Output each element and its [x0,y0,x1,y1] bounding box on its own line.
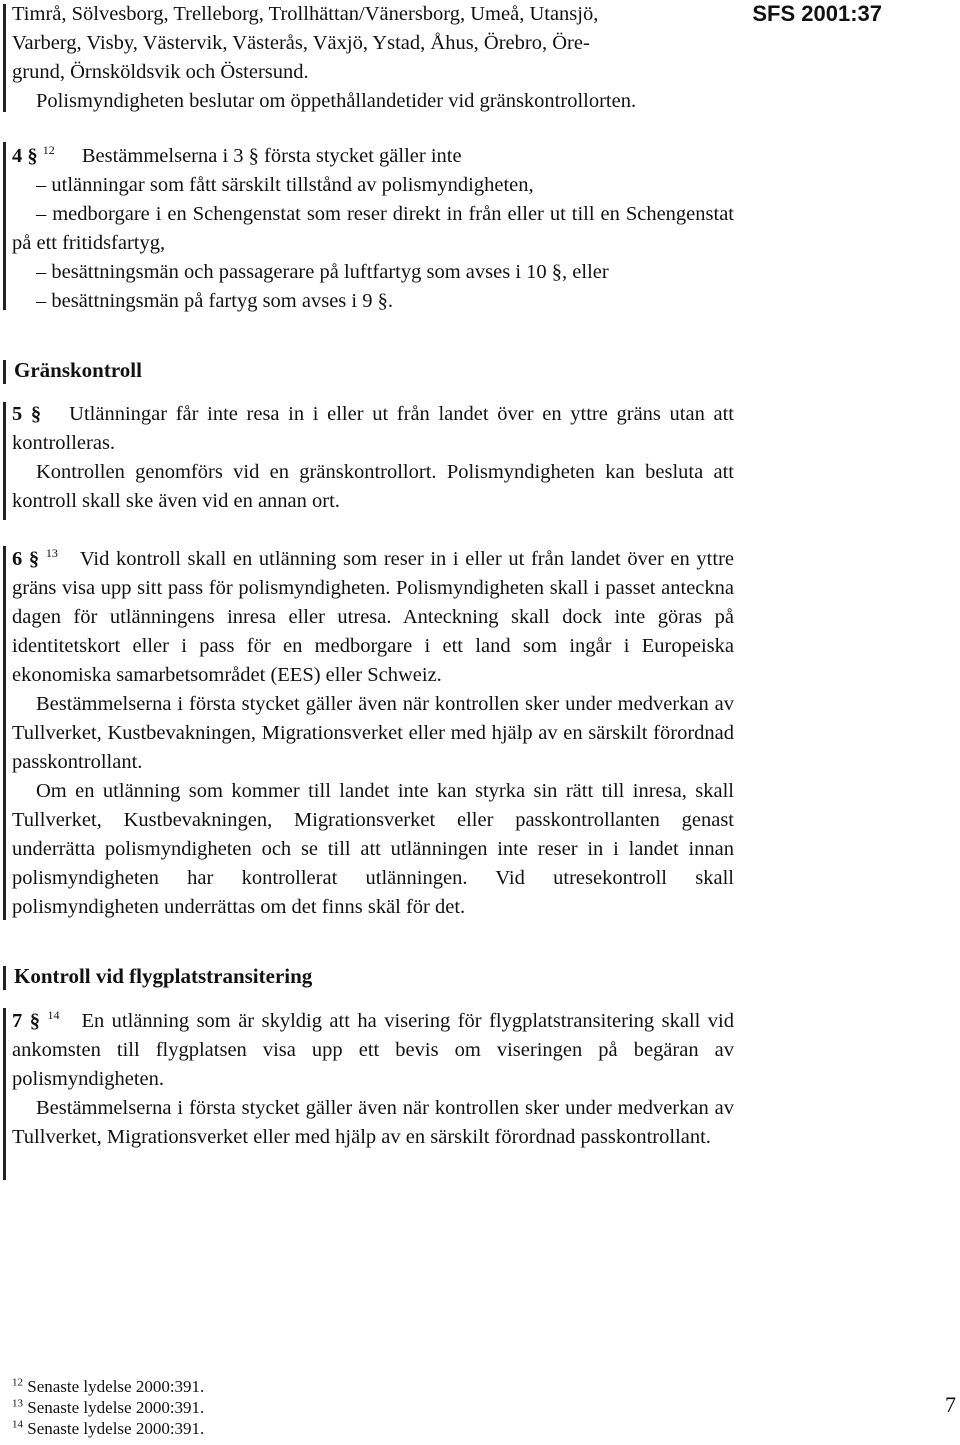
footnote-text: Senaste lydelse 2000:391. [27,1419,205,1438]
section-number: 7 § [12,1010,40,1032]
section-text: Bestämmelserna i 3 § första stycket gäller inte [81,145,462,167]
section-7 [12,1007,734,1152]
intro-line: Varberg, Visby, Västervik, Västerås, Växjö, Ystad, Åhus, Örebro, Öre- [12,32,590,54]
section-text: Vid kontroll skall en utlänning som reser in i eller ut från landet över en yttre gräns visa upp sitt pass för polismyndigheten. Polismyndigheten skall i passet anteckna dagen för utlänningens inresa eller utresa. Anteckning skall dock inte göras på identitetskort eller i pass för en medborgare i ett land som ingår i Europeiska ekonomiska samarbetsområdet (EES) eller Schweiz. [12,548,734,686]
change-bar-sec4 [3,142,6,310]
section-6 [12,545,734,922]
footnote-ref: 14 [47,1008,60,1023]
intro-line: grund, Örnsköldsvik och Östersund. [12,61,309,83]
footnote-text: Senaste lydelse 2000:391. [27,1377,205,1396]
section-7-p2: Bestämmelserna i första stycket gäller även när kontrollen sker under medverkan av Tullverket, Migrationsverket eller med hjälp av en särskilt förordnad passkontrollant. [12,1097,734,1148]
section-heading: Gränskontroll [14,358,142,382]
intro-paragraph [12,0,734,116]
section-heading: Kontroll vid flygplatstransitering [14,964,313,988]
list-item: – besättningsmän på fartyg som avses i 9 §. [36,290,393,312]
footnote [12,1397,204,1418]
section-7-p1 [12,1007,734,1094]
list-item: – medborgare i en Schengenstat som reser direkt in från eller ut till en Schengenstat på ett fritidsfartyg, [12,203,734,254]
footnote-number: 13 [12,1397,23,1410]
change-bar-heading-transit [3,966,6,990]
change-bar-sec5 [3,402,6,520]
section-number: 4 § [12,145,38,167]
sfs-number: SFS 2001:37 [752,1,882,26]
footnote [12,1376,204,1397]
section-number: 5 § [12,403,42,425]
section-4-lead [12,142,734,171]
section-text: Utlänningar får inte resa in i eller ut från landet över en yttre gräns utan att kontrolleras. [12,403,734,454]
section-6-p3: Om en utlänning som kommer till landet inte kan styrka sin rätt till inresa, skall Tullverket, Kustbevakningen, Migrationsverket eller passkontrollanten genast underrätta polismyndigheten och se till att utlänningen inte reser in i landet innan polismyndigheten har kontrollerat utlänningen. Vid utresekontroll skall polismyndigheten underrättas om det finns skäl för det. [12,780,734,918]
footnote-ref: 13 [45,546,58,561]
section-5-p2: Kontrollen genomförs vid en gränskontrollort. Polismyndigheten kan besluta att kontroll skall ske även vid en annan ort. [12,461,734,512]
section-5-p1 [12,400,734,458]
footnote-number: 14 [12,1418,23,1431]
change-bar-sec7 [3,1008,6,1180]
page-number: 7 [945,1392,956,1417]
change-bar-intro [3,4,6,112]
section-number: 6 § [12,548,40,570]
section-6-p2: Bestämmelserna i första stycket gäller även när kontrollen sker under medverkan av Tullverket, Kustbevakningen, Migrationsverket eller med hjälp av en särskilt förordnad passkontrollant. [12,693,734,773]
intro-line: Polismyndigheten beslutar om öppethållandetider vid gränskontrollorten. [36,90,637,112]
footnote [12,1418,204,1439]
footnote-ref: 12 [42,143,55,158]
footnote-text: Senaste lydelse 2000:391. [27,1398,205,1417]
section-6-p1 [12,545,734,690]
list-item: – utlänningar som fått särskilt tillstånd av polismyndigheten, [36,174,534,196]
section-5 [12,400,734,516]
list-item: – besättningsmän och passagerare på luftfartyg som avses i 10 §, eller [36,261,609,283]
section-text: En utlänning som är skyldig att ha visering för flygplatstransitering skall vid ankomsten till flygplatsen visa upp ett bevis om viseringen på begäran av polismyndigheten. [12,1010,735,1090]
section-4 [12,142,734,316]
intro-line: Timrå, Sölvesborg, Trelleborg, Trollhättan/Vänersborg, Umeå, Utansjö, [12,3,599,25]
footnote-number: 12 [12,1376,23,1389]
change-bar-heading-border [3,360,6,384]
change-bar-sec6 [3,546,6,920]
